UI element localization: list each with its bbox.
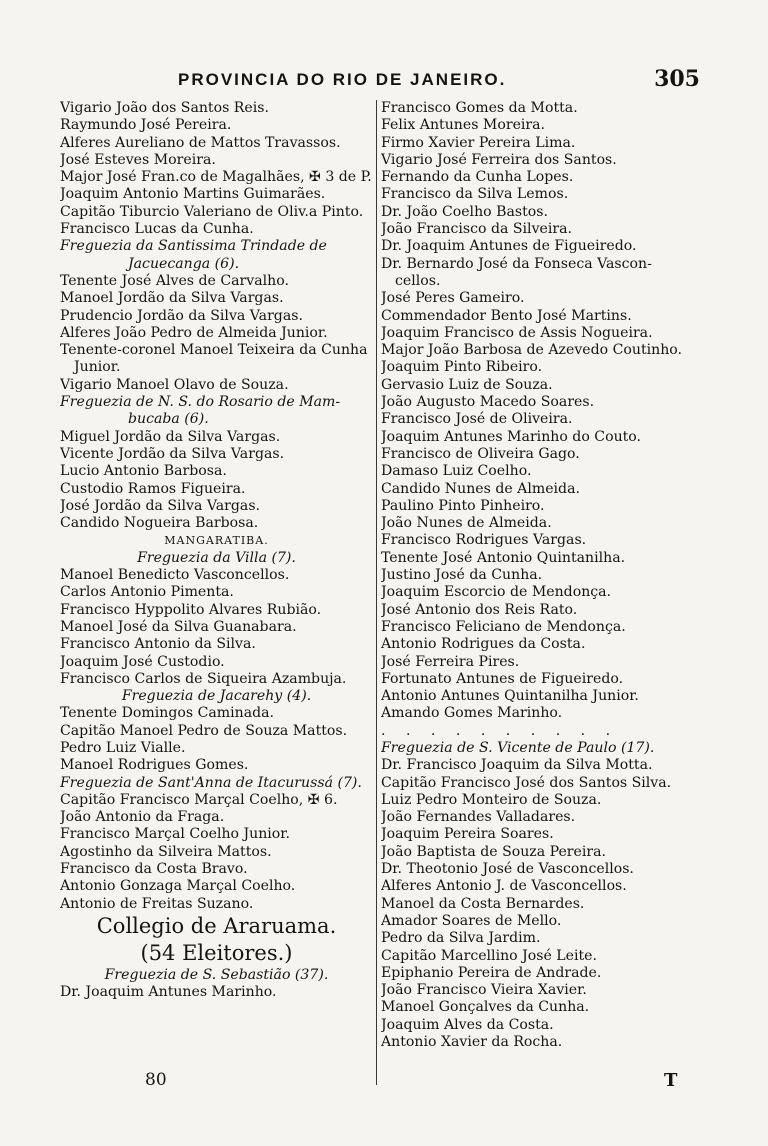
list-item: Manoel Gonçalves da Cunha. <box>381 999 590 1016</box>
list-item: Tenente-coronel Manoel Teixeira da Cunha <box>60 342 368 359</box>
list-item: João Augusto Macedo Soares. <box>381 394 595 411</box>
parish-heading: Freguezia de S. Vicente de Paulo (17). <box>381 739 655 756</box>
list-item: Tenente Domingos Caminada. <box>60 705 275 722</box>
list-item: Candido Nunes de Almeida. <box>381 480 580 497</box>
list-item: Francisco Hyppolito Alvares Rubião. <box>60 601 322 618</box>
list-item: José Antonio dos Reis Rato. <box>381 601 578 618</box>
list-item: Joaquim Escorcio de Mendonça. <box>381 584 612 601</box>
list-item: Fernando da Cunha Lopes. <box>381 169 574 186</box>
list-item: Dr. Joaquim Antunes de Figueiredo. <box>381 238 637 255</box>
list-item: Manoel da Costa Bernardes. <box>381 895 585 912</box>
section-heading: MANGARATIBA. <box>164 534 269 548</box>
list-item: Tenente José Alves de Carvalho. <box>60 272 289 289</box>
list-item-cont: cellos. <box>395 272 441 289</box>
list-item: Antonio Xavier da Rocha. <box>381 1034 563 1051</box>
list-item: Francisco José de Oliveira. <box>381 411 573 428</box>
list-item: Capitão Manoel Pedro de Souza Mattos. <box>60 722 348 739</box>
parish-heading: Freguezia de N. S. do Rosario de Mam- <box>60 394 341 411</box>
list-item: Joaquim Francisco de Assis Nogueira. <box>381 324 653 341</box>
list-item: Francisco Rodrigues Vargas. <box>381 532 587 549</box>
list-item: Felix Antunes Moreira. <box>381 117 546 134</box>
list-item: Capitão Francisco Marçal Coelho, ✠ 6. <box>60 791 338 808</box>
list-item: Manoel Rodrigues Gomes. <box>60 757 249 774</box>
list-item: Miguel Jordão da Silva Vargas. <box>60 428 281 445</box>
list-item: Raymundo José Pereira. <box>60 117 232 134</box>
list-item: Gervasio Luiz de Souza. <box>381 376 553 393</box>
college-electors: (54 Eleitores.) <box>140 940 293 965</box>
list-item: Alferes Antonio J. de Vasconcellos. <box>381 878 627 895</box>
list-item: Major José Fran.co de Magalhães, ✠ 3 de P. <box>60 169 372 186</box>
list-item: Major João Barbosa de Azevedo Coutinho. <box>381 342 682 359</box>
parish-heading: Freguezia de S. Sebastião (37). <box>104 966 329 983</box>
list-item: Capitão Marcellino José Leite. <box>381 947 597 964</box>
list-item: Amador Soares de Mello. <box>381 912 562 929</box>
list-item: Amando Gomes Marinho. <box>381 705 563 722</box>
list-item: José Jordão da Silva Vargas. <box>60 497 261 514</box>
list-item: Francisco Gomes da Motta. <box>381 100 578 116</box>
list-item: Joaquim Antunes Marinho do Couto. <box>381 428 642 445</box>
list-item: Antonio Antunes Quintanilha Junior. <box>381 688 639 705</box>
list-item: Damaso Luiz Coelho. <box>381 463 532 480</box>
parish-heading-cont: Jacuecanga (6). <box>128 255 240 272</box>
list-item: Manoel Jordão da Silva Vargas. <box>60 290 284 307</box>
list-item: Francisco de Oliveira Gago. <box>381 445 580 462</box>
list-item: Francisco Antonio da Silva. <box>60 636 256 653</box>
list-item-cont: Junior. <box>74 359 121 376</box>
list-item: Luiz Pedro Monteiro de Souza. <box>381 791 602 808</box>
parish-heading: Freguezia de Jacarehy (4). <box>121 688 312 705</box>
list-item: Capitão Francisco José dos Santos Silva. <box>381 774 672 791</box>
list-item: Manoel Benedicto Vasconcellos. <box>60 567 290 584</box>
list-item: João Baptista de Souza Pereira. <box>381 843 606 860</box>
list-item: Manoel José da Silva Guanabara. <box>60 618 297 635</box>
list-item: Paulino Pinto Pinheiro. <box>381 497 545 514</box>
list-item: Fortunato Antunes de Figueiredo. <box>381 670 624 687</box>
list-item: José Peres Gameiro. <box>381 290 525 307</box>
list-item: José Ferreira Pires. <box>381 653 520 670</box>
list-item: Joaquim José Custodio. <box>60 653 225 670</box>
list-item: Lucio Antonio Barbosa. <box>60 463 227 480</box>
gathering-letter: T <box>664 1070 678 1091</box>
list-item: Francisco da Silva Lemos. <box>381 186 569 203</box>
column-divider <box>376 100 377 1085</box>
parish-heading: Freguezia da Villa (7). <box>137 549 296 566</box>
parish-heading-cont: bucaba (6). <box>128 411 209 428</box>
running-title: PROVINCIA DO RIO DE JANEIRO. <box>178 70 507 89</box>
college-heading: Collegio de Araruama. <box>96 913 337 938</box>
list-item: Francisco da Costa Bravo. <box>60 861 248 878</box>
list-item: Vicente Jordão da Silva Vargas. <box>60 445 285 462</box>
ellipsis-row: . . . . . . . . . . <box>381 722 619 739</box>
list-item: Justino José da Cunha. <box>381 567 543 584</box>
list-item: João Nunes de Almeida. <box>381 515 552 532</box>
list-item: Dr. Joaquim Antunes Marinho. <box>60 984 277 1001</box>
list-item: Francisco Lucas da Cunha. <box>60 221 254 238</box>
list-item: Dr. Francisco Joaquim da Silva Motta. <box>381 757 653 774</box>
list-item: Epiphanio Pereira de Andrade. <box>381 964 602 981</box>
list-item: João Francisco da Silveira. <box>381 221 572 238</box>
list-item: Custodio Ramos Figueira. <box>60 480 246 497</box>
list-item: Francisco Carlos de Siqueira Azambuja. <box>60 670 347 687</box>
list-item: Candido Nogueira Barbosa. <box>60 515 259 532</box>
left-column <box>60 100 373 1002</box>
list-item: Antonio de Freitas Suzano. <box>60 895 254 912</box>
list-item: Francisco Marçal Coelho Junior. <box>60 826 290 843</box>
list-item: Alferes Aureliano de Mattos Travassos. <box>60 134 341 151</box>
parish-heading: Freguezia da Santissima Trindade de <box>60 238 327 255</box>
list-item: José Esteves Moreira. <box>60 151 216 168</box>
signature-mark: 80 <box>145 1070 167 1090</box>
list-item: Joaquim Pinto Ribeiro. <box>381 359 543 376</box>
list-item: Vigario Manoel Olavo de Souza. <box>60 376 289 393</box>
list-item: Commendador Bento José Martins. <box>381 307 632 324</box>
list-item: João Fernandes Valladares. <box>381 809 576 826</box>
list-item: Agostinho da Silveira Mattos. <box>60 843 272 860</box>
list-item: Alferes João Pedro de Almeida Junior. <box>60 324 328 341</box>
page-number: 305 <box>654 66 700 92</box>
list-item: Antonio Rodrigues da Costa. <box>381 636 586 653</box>
parish-heading: Freguezia de Sant'Anna de Itacurussá (7). <box>60 774 362 791</box>
list-item: Antonio Gonzaga Marçal Coelho. <box>60 878 296 895</box>
list-item: Vigario José Ferreira dos Santos. <box>381 151 617 168</box>
list-item: João Francisco Vieira Xavier. <box>381 982 587 999</box>
list-item: Prudencio Jordão da Silva Vargas. <box>60 307 303 324</box>
list-item: Carlos Antonio Pimenta. <box>60 584 234 601</box>
list-item: Firmo Xavier Pereira Lima. <box>381 134 576 151</box>
list-item: Pedro da Silva Jardim. <box>381 930 541 947</box>
list-item: Tenente José Antonio Quintanilha. <box>381 549 626 566</box>
list-item: Joaquim Alves da Costa. <box>381 1016 554 1033</box>
list-item: Francisco Feliciano de Mendonça. <box>381 618 626 635</box>
list-item: Dr. João Coelho Bastos. <box>381 203 548 220</box>
list-item: Pedro Luiz Vialle. <box>60 739 186 756</box>
list-item: João Antonio da Fraga. <box>60 809 225 826</box>
page-header <box>60 66 700 96</box>
list-item: Vigario João dos Santos Reis. <box>60 100 269 116</box>
list-item: Joaquim Antonio Martins Guimarães. <box>60 186 326 203</box>
list-item: Dr. Bernardo José da Fonseca Vascon- <box>381 255 652 272</box>
list-item: Capitão Tiburcio Valeriano de Oliv.a Pinto. <box>60 203 364 220</box>
right-column <box>381 100 699 1051</box>
list-item: Dr. Theotonio José de Vasconcellos. <box>381 861 634 878</box>
list-item: Joaquim Pereira Soares. <box>381 826 554 843</box>
